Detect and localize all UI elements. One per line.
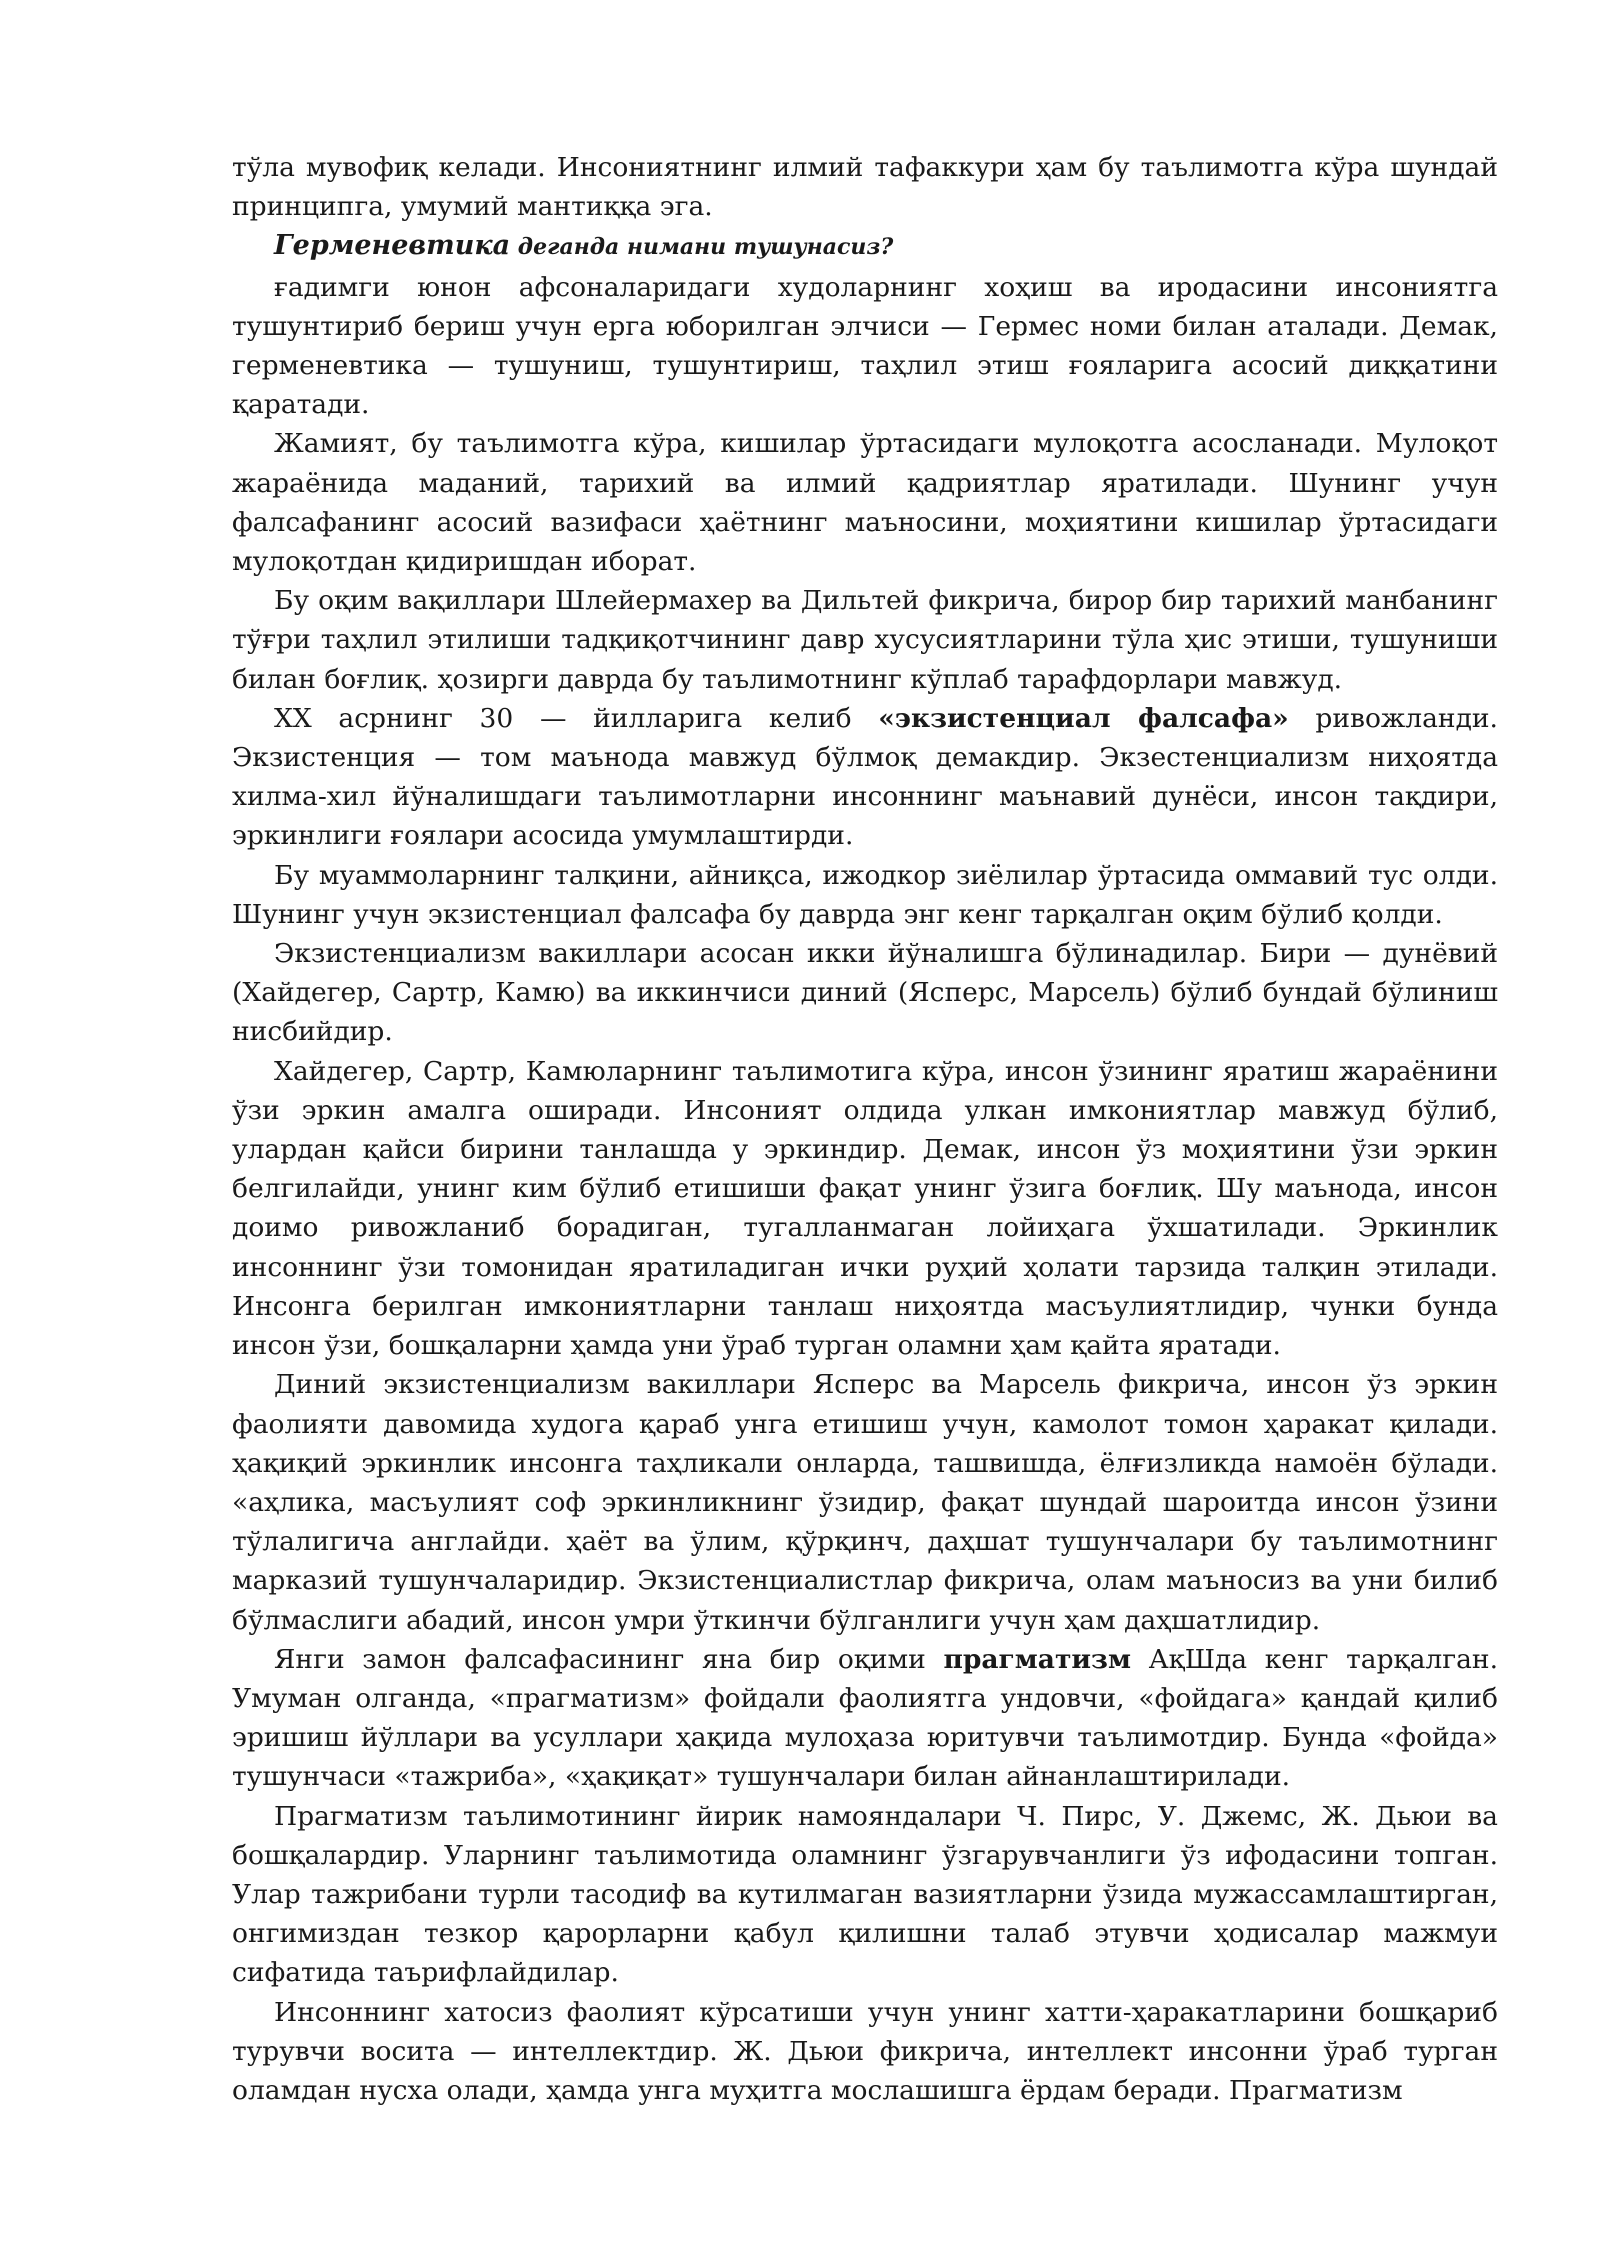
paragraph-pragmatism [232,1640,1498,1797]
paragraph-heidegger-sartre-camus: Хайдегер, Сартр, Камюларнинг таълимотига кўра, инсон ўзининг яратиш жараёнини ўзи эркин амалга оширади. Инсоният олдида улкан имкониятлар мавжуд бўлиб, улардан қайси бирини танлашда у эркиндир. Демак, инсон ўз моҳиятини ўзи эркин белгилайди, унинг ким бўлиб етишиши фақат унинг ўзига боғлиқ. Шу маънода, инсон доимо ривожланиб борадиган, тугалланмаган лойиҳага ўхшатилади. Эркинлик инсоннинг ўзи томонидан яратиладиган ички руҳий ҳолати тарзида талқин этилади. Инсонга берилган имкониятларни танлаш ниҳоятда масъулиятлидир, чунки бунда инсон ўзи, бошқаларни ҳамда уни ўраб турган оламни ҳам қайта яратади. [232,1055,1498,1362]
continuation-paragraph: тўла мувофиқ келади. Инсониятнинг илмий тафаккури ҳам бу таълимотга кўра шундай принципга, умумий мантиққа эга. [232,152,1498,223]
bold-term-existential: «экзистенциал фалсафа» [878,702,1289,734]
document-page [232,148,1498,2110]
question-term: Герменевтика [274,230,511,262]
paragraph-two-directions: Экзистенциализм вакиллари асосан икки йўналишга бўлинадилар. Бири — дунёвий (Хайдегер, Сартр, Камю) ва иккинчиси диний (Ясперс, Марсель) бўлиб бундай бўлиниш нисбийдир. [232,938,1498,1048]
paragraph-text: Янги замон фалсафасининг яна бир оқими [274,1643,944,1675]
paragraph-pragmatism-representatives: Прагматизм таълимотининг йирик намояндалари Ч. Пирс, У. Джемс, Ж. Дьюи ва бошқалардир. Уларнинг таълимотида оламнинг ўзгарувчанлиги ўз ифодасини топган. Улар тажрибани турли тасодиф ва кутилмаган вазиятларни ўзида мужассамлаштирган, онгимиздан тезкор қарорларни қабул қилишни талаб этувчи ҳодисалар мажмуи сифатида таърифлайдилар. [232,1800,1498,1989]
paragraph-hermes: ғадимги юнон афсоналаридаги худоларнинг хоҳиш ва иродасини инсониятга тушунтириб бериш учун ерга юборилган элчиси — Гермес номи билан аталади. Демак, герменевтика — тушуниш, тушунтириш, таҳлил этиш ғояларига асосий диққатини қаратади. [232,271,1498,421]
paragraph-schleiermacher-dilthey: Бу оқим вақиллари Шлейермахер ва Дильтей фикрича, бирор бир тарихий манбанинг тўғри таҳлил этилиши тадқиқотчининг давр хусусиятларини тўла ҳис этиши, тушуниши билан боғлиқ. ҳозирги даврда бу таълимотнинг кўплаб тарафдорлари мавжуд. [232,585,1498,695]
section-question [232,226,1498,267]
paragraph-text: XX асрнинг 30 — йилларига келиб [274,702,879,734]
paragraph-intellectuals: Бу муаммоларнинг талқини, айниқса, ижодкор зиёлилар ўртасида оммавий тус олди. Шунинг учун экзистенциал фалсафа бу даврда энг кенг тарқалган оқим бўлиб қолди. [232,859,1498,930]
bold-term-pragmatism: прагматизм [943,1643,1131,1675]
paragraph-text: АқШда кенг тарқалган. Умуман олганда, «прагматизм» фойдали фаолиятга ундовчи, «фойдага» қандай қилиб эришиш йўллари ва усуллари ҳақида мулоҳаза юритувчи таълимотдир. Бунда «фойда» тушунчаси «тажриба», «ҳақиқат» тушунчалари билан айнанлаштирилади. [232,1643,1498,1793]
paragraph-society-dialogue: Жамият, бу таълимотга кўра, кишилар ўртасидаги мулоқотга асосланади. Мулоқот жараёнида маданий, тарихий ва илмий қадриятлар яратилади. Шунинг учун фалсафанинг асосий вазифаси ҳаётнинг маъносини, моҳиятини кишилар ўртасидаги мулоқотдан қидиришдан иборат. [232,428,1498,578]
question-text: деганда нимани тушунасиз? [510,234,894,261]
paragraph-religious-existentialism: Диний экзистенциализм вакиллари Ясперс ва Марсель фикрича, инсон ўз эркин фаолияти давомида худога қараб унга етишиш учун, камолот томон ҳаракат қилади. ҳақиқий эркинлик инсонга таҳликали онларда, ташвишда, ёлғизликда намоён бўлади. «аҳлика, масъулият соф эркинликнинг ўзидир, фақат шундай шароитда инсон ўзини тўлалигича англайди. ҳаёт ва ўлим, қўрқинч, даҳшат тушунчалари бу таълимотнинг марказий тушунчаларидир. Экзистенциалистлар фикрича, олам маъносиз ва уни билиб бўлмаслиги абадий, инсон умри ўткинчи бўлганлиги учун ҳам даҳшатлидир. [232,1369,1498,1636]
paragraph-existential-philosophy [232,699,1498,856]
paragraph-intellect: Инсоннинг хатосиз фаолият кўрсатиши учун унинг хатти-ҳаракатларини бошқариб турувчи восита — интеллектдир. Ж. Дьюи фикрича, интеллект инсонни ўраб турган оламдан нусха олади, ҳамда унга муҳитга мослашишга ёрдам беради. Прагматизм [232,1996,1498,2106]
paragraph-text: ривожланди. Экзистенция — том маънода мавжуд бўлмоқ демакдир. Экзестенциализм ниҳоятда хилма-хил йўналишдаги таълимотларни инсоннинг маънавий дунёси, инсон тақдири, эркинлиги ғоялари асосида умумлаштирди. [232,702,1498,852]
